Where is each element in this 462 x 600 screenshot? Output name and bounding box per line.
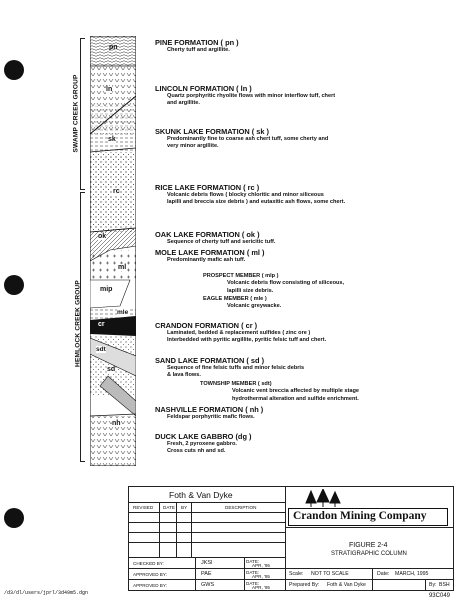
column-label-sk: sk: [108, 136, 116, 143]
swamp-creek-bracket: [80, 38, 85, 190]
formation-ok: [155, 230, 455, 246]
checked-date-value: APR, '95: [252, 563, 270, 568]
rev-header-date: DATE: [163, 505, 175, 510]
approved-date-value-1: APR, '95: [252, 574, 270, 579]
binder-hole-middle: [4, 275, 24, 295]
approved-date-value-2: APR, '95: [252, 585, 270, 590]
formation-desc: very minor argillite.: [167, 143, 219, 150]
stratigraphic-column: [90, 36, 136, 466]
formation-sk: [155, 127, 455, 151]
hemlock-creek-group-label: HEMLOCK CREEK GROUP: [74, 280, 82, 367]
formation-desc: Fresh, 2 pyroxene gabbro.: [167, 441, 237, 447]
formation-desc: Volcanic debris flows ( blocky chloritic and minor siliceous: [167, 192, 324, 198]
member-desc: Volcanic debris flow consisting of siliceous,: [227, 280, 345, 287]
formation-title: LINCOLN FORMATION ( ln ): [155, 84, 252, 93]
binder-hole-top: [4, 60, 24, 80]
formation-desc: Predominantly fine to coarse ash chert tuff, some cherty and: [167, 136, 329, 142]
swamp-creek-group-label: SWAMP CREEK GROUP: [72, 74, 80, 153]
column-label-mlp: mip: [100, 286, 113, 293]
column-label-nh: nh: [112, 420, 121, 427]
column-label-ln: ln: [106, 86, 113, 93]
formation-rc: [155, 183, 455, 207]
pine-trees-logo: [305, 489, 341, 509]
member-title: EAGLE MEMBER ( mle ): [203, 296, 267, 302]
member-desc: Volcanic greywacke.: [227, 303, 282, 310]
member-title: TOWNSHIP MEMBER ( sdt): [200, 381, 272, 387]
formation-desc: Sequence of cherty tuff and sericitic tuff.: [167, 239, 276, 245]
formation-ln: [155, 84, 455, 108]
formation-desc: & lava flows.: [167, 372, 201, 379]
column-label-sdt: sdt: [96, 346, 106, 353]
formation-desc: and argillite.: [167, 100, 200, 107]
rev-header-by: BY: [181, 505, 188, 510]
member-township: [200, 381, 462, 403]
formation-title: OAK LAKE FORMATION ( ok ): [155, 230, 260, 239]
formation-ml: [155, 248, 455, 264]
formation-desc: Feldspar porphyritic mafic flows.: [167, 414, 255, 420]
scale-label: Scale:: [289, 571, 304, 577]
member-eagle: [203, 296, 462, 311]
firm-name: Foth & Van Dyke: [169, 490, 233, 500]
formation-title: NASHVILLE FORMATION ( nh ): [155, 405, 264, 414]
rev-header-description: DESCRIPTION: [225, 505, 257, 510]
prepared-by-value: Foth & Van Dyke: [327, 582, 366, 588]
formation-title: DUCK LAKE GABBRO (dg ): [155, 432, 252, 441]
date-value: MARCH, 1995: [395, 571, 429, 577]
figure-title: STRATIGRAPHIC COLUMN: [331, 551, 407, 557]
approved-by-label-2: APPROVED BY:: [133, 583, 167, 588]
by-label: By:: [429, 582, 437, 588]
formation-title: SAND LAKE FORMATION ( sd ): [155, 356, 265, 365]
formation-desc: lapilli and breccia size debris ) and eutaxitic ash flows, some chert.: [167, 199, 346, 206]
member-desc: hydrothermal alteration and sulfide enrichment.: [232, 395, 359, 402]
unit-ml: [90, 250, 136, 280]
approved-by-label-1: APPROVED BY:: [133, 572, 167, 577]
figure-number: FIGURE 2-4: [349, 542, 388, 549]
formation-title: MOLE LAKE FORMATION ( ml ): [155, 248, 265, 257]
binder-hole-bottom: [4, 508, 24, 528]
by-value: BSH: [439, 582, 450, 588]
member-desc: Volcanic vent breccia affected by multiple stage: [232, 388, 360, 395]
scale-value: NOT TO SCALE: [311, 571, 349, 577]
checked-date-label: DATE:: [246, 559, 260, 564]
column-label-ml: ml: [118, 264, 127, 271]
formation-title: CRANDON FORMATION ( cr ): [155, 321, 258, 330]
file-path: /d3/dl/users/jprl/3d49m5.dgn: [4, 590, 89, 596]
checked-by-label: CHECKED BY:: [133, 561, 164, 566]
approved-by-value-1: PAE: [201, 571, 212, 577]
member-desc: lapilli size debris.: [227, 287, 274, 294]
plate-id: 93C049: [428, 593, 450, 599]
formation-title: PINE FORMATION ( pn ): [155, 38, 239, 47]
formation-title: RICE LAKE FORMATION ( rc ): [155, 183, 260, 192]
column-label-sd: sd: [107, 366, 116, 373]
approved-by-value-2: GWS: [201, 582, 215, 588]
approved-date-label-1: DATE:: [246, 570, 260, 575]
formation-title: SKUNK LAKE FORMATION ( sk ): [155, 127, 270, 136]
rev-header-revised: REVISED: [133, 505, 154, 510]
company-name: Crandon Mining Company: [293, 510, 427, 522]
column-label-pn: pn: [109, 44, 118, 51]
unit-pn: [90, 36, 136, 66]
company-name-box: [288, 508, 448, 526]
column-label-mle: mle: [117, 309, 129, 316]
formation-desc: Cherty tuff and argillite.: [167, 47, 230, 53]
title-block: [128, 486, 454, 591]
member-title: PROSPECT MEMBER ( mlp ): [203, 273, 279, 279]
formation-nh: [155, 405, 455, 421]
column-label-ok: ok: [98, 233, 107, 240]
prepared-by-label: Prepared By:: [289, 582, 320, 588]
date-label: Date:: [377, 571, 390, 577]
formation-desc: Quartz porphyritic rhyolite flows with minor interflow tuff, chert: [167, 93, 336, 99]
formation-dg: [155, 432, 455, 456]
formation-desc: Interbedded with pyritic argillite, pyritic felsic tuff and chert.: [167, 337, 327, 344]
checked-by-value: JKSl: [201, 560, 213, 566]
column-label-rc: rc: [113, 188, 120, 195]
member-prospect: [203, 273, 462, 295]
column-label-cr: cr: [98, 321, 105, 328]
formation-desc: Sequence of fine felsic tuffs and minor felsic debris: [167, 365, 305, 371]
formation-cr: [155, 321, 455, 345]
formation-pn: [155, 38, 455, 54]
formation-sd: [155, 356, 455, 380]
formation-desc: Predominantly mafic ash tuff.: [167, 257, 246, 263]
formation-desc: Cross cuts nh and sd.: [167, 448, 226, 455]
approved-date-label-2: DATE:: [246, 581, 260, 586]
formation-desc: Laminated, bedded & replacement sulfides ( zinc ore ): [167, 330, 311, 336]
